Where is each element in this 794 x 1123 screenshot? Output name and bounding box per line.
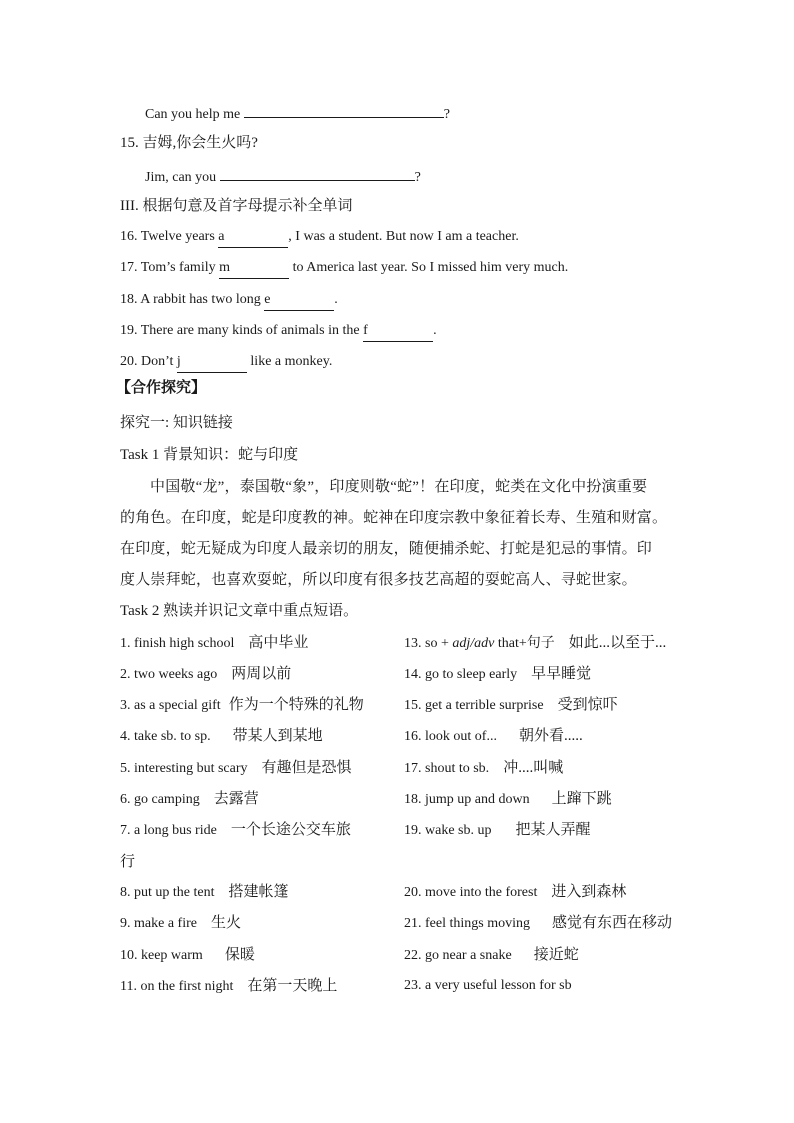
phrase-chinese: 早早睡觉 — [531, 666, 592, 682]
phrase-english: 1. finish high school — [120, 636, 235, 651]
phrase-english: 9. make a fire — [120, 916, 197, 931]
q18-answer-blank[interactable] — [264, 290, 334, 311]
q19-prefix: 19. There are many kinds of animals in the — [120, 323, 364, 338]
q14-text: Can you help me — [145, 107, 241, 122]
phrase-english — [404, 634, 555, 654]
q16-hint-letter: a — [218, 229, 225, 244]
q18-prefix: 18. A rabbit has two long — [120, 292, 265, 307]
phrase-english: 6. go camping — [120, 792, 200, 807]
paragraph-line: 中国敬“龙”，泰国敬“象”，印度则敬“蛇”！在印度，蛇类在文化中扮演重要 — [150, 479, 648, 495]
phrase-english-italic: adj/adv — [452, 636, 495, 651]
phrase-english: 7. a long bus ride — [120, 823, 217, 838]
phrase-chinese: 去露营 — [213, 791, 259, 807]
phrase-english: 16. look out of... — [404, 729, 497, 744]
phrase-chinese: 带某人到某地 — [232, 728, 323, 744]
phrase-chinese: 如此...以至于... — [568, 635, 667, 651]
q19-answer-blank[interactable] — [363, 321, 433, 342]
phrase-item — [404, 633, 666, 654]
q19-suffix: . — [433, 323, 437, 338]
q19-hint-letter: f — [363, 323, 368, 338]
q15-end: ? — [414, 170, 421, 185]
question-16 — [120, 227, 519, 248]
question-15-chinese: 15. 吉姆,你会生火吗? — [120, 135, 258, 151]
phrase-chinese: 两周以前 — [231, 666, 292, 682]
phrase-english: 4. take sb. to sp. — [120, 729, 211, 744]
question-15-english — [145, 165, 421, 188]
q14-end: ? — [443, 107, 450, 122]
q15-answer-blank[interactable] — [220, 165, 415, 181]
phrase-chinese: 朝外看..... — [518, 728, 583, 744]
phrase-chinese: 上蹿下跳 — [551, 791, 612, 807]
phrase-english: 23. a very useful lesson for sb — [404, 978, 572, 993]
question-14-english — [145, 102, 450, 125]
phrase-chinese: 感觉有东西在移动 — [552, 915, 673, 931]
paragraph-line: 的角色。在印度，蛇是印度教的神。蛇神在印度宗教中象征着长寿、生殖和财富。 — [120, 510, 668, 526]
phrase-item — [404, 945, 579, 966]
phrase-chinese: 生火 — [210, 915, 241, 931]
phrase-item — [404, 882, 626, 903]
q20-prefix: 20. Don’t — [120, 354, 177, 369]
phrase-item — [404, 758, 563, 779]
phrase-chinese: 作为一个特殊的礼物 — [228, 697, 364, 713]
phrase-item — [404, 976, 586, 996]
phrase-item — [120, 945, 255, 966]
phrase-english: 14. go to sleep early — [404, 667, 518, 682]
phrase-item — [404, 820, 591, 841]
q17-answer-blank[interactable] — [219, 258, 289, 279]
explore-one-title: 探究一: 知识链接 — [120, 415, 233, 431]
phrase-english: 15. get a terrible surprise — [404, 698, 544, 713]
phrase-item — [404, 695, 618, 716]
phrase-item — [120, 913, 241, 934]
phrase-chinese: 把某人弄醒 — [515, 822, 591, 838]
phrase-english-part: 13. so + — [404, 636, 453, 651]
phrase-item — [120, 633, 308, 654]
phrase-chinese: 冲....叫喊 — [503, 760, 564, 776]
q20-suffix: like a monkey. — [246, 354, 333, 369]
phrase-item — [404, 913, 672, 934]
phrase-english: 19. wake sb. up — [404, 823, 492, 838]
q16-answer-blank[interactable] — [218, 227, 288, 248]
q15-text: Jim, can you — [145, 170, 217, 185]
q16-suffix: , I was a student. But now I am a teacher. — [288, 229, 519, 244]
phrase-english: 2. two weeks ago — [120, 667, 218, 682]
phrase-item — [120, 726, 323, 747]
phrase-english: 3. as a special gift — [120, 698, 221, 713]
q18-suffix: . — [334, 292, 338, 307]
phrase-english: 18. jump up and down — [404, 792, 530, 807]
phrase-item — [404, 664, 591, 685]
phrase-english-tail: that+句子 — [494, 636, 555, 651]
question-20 — [120, 352, 332, 373]
cooperation-heading: 【合作探究】 — [116, 378, 207, 396]
phrase-english: 10. keep warm — [120, 948, 203, 963]
task-2-title: Task 2 熟读并识记文章中重点短语。 — [120, 603, 359, 619]
phrase-item — [120, 664, 291, 685]
phrase-english: 8. put up the tent — [120, 885, 215, 900]
q14-answer-blank[interactable] — [244, 102, 444, 118]
background-paragraph — [120, 472, 680, 596]
question-18 — [120, 290, 338, 311]
q20-hint-letter: j — [176, 354, 181, 369]
task-1-title: Task 1 背景知识：蛇与印度 — [120, 447, 299, 463]
phrase-english: 5. interesting but scary — [120, 761, 248, 776]
q18-hint-letter: e — [264, 292, 271, 307]
phrase-item — [120, 882, 289, 903]
phrase-chinese: 一个长途公交车旅 — [230, 822, 351, 838]
phrase-english: 17. shout to sb. — [404, 761, 490, 776]
phrase-item — [404, 789, 612, 810]
phrase-item — [404, 726, 583, 747]
q17-suffix: to America last year. So I missed him very much. — [289, 260, 569, 275]
phrase-chinese: 高中毕业 — [248, 635, 309, 651]
phrase-item — [120, 758, 352, 779]
phrase-item — [120, 789, 259, 810]
phrase-chinese: 有趣但是恐惧 — [261, 760, 352, 776]
phrase-chinese: 保暖 — [224, 947, 255, 963]
question-19 — [120, 321, 437, 342]
phrase-chinese: 接近蛇 — [533, 947, 579, 963]
q17-hint-letter: m — [219, 260, 230, 275]
phrase-chinese: 进入到森林 — [551, 884, 627, 900]
phrase-item — [120, 976, 337, 997]
phrase-item — [120, 820, 351, 841]
section-iii-title: III. 根据句意及首字母提示补全单词 — [120, 198, 353, 214]
question-17 — [120, 258, 568, 279]
q16-prefix: 16. Twelve years — [120, 229, 219, 244]
phrase-english: 20. move into the forest — [404, 885, 538, 900]
phrase-item — [120, 695, 364, 716]
phrase-chinese: 在第一天晚上 — [247, 978, 338, 994]
q17-prefix: 17. Tom’s family — [120, 260, 220, 275]
phrase-7-wrap: 行 — [120, 854, 136, 870]
phrase-chinese: 受到惊吓 — [557, 697, 618, 713]
q20-answer-blank[interactable] — [177, 352, 247, 373]
phrase-english: 11. on the first night — [120, 979, 234, 994]
paragraph-line: 在印度，蛇无疑成为印度人最亲切的朋友，随便捕杀蛇、打蛇是犯忌的事情。印 — [120, 541, 653, 557]
phrase-english: 22. go near a snake — [404, 948, 512, 963]
phrase-english: 21. feel things moving — [404, 916, 530, 931]
paragraph-line: 度人崇拜蛇，也喜欢耍蛇，所以印度有很多技艺高超的耍蛇高人、寻蛇世家。 — [120, 572, 637, 588]
phrase-chinese: 搭建帐篷 — [228, 884, 289, 900]
